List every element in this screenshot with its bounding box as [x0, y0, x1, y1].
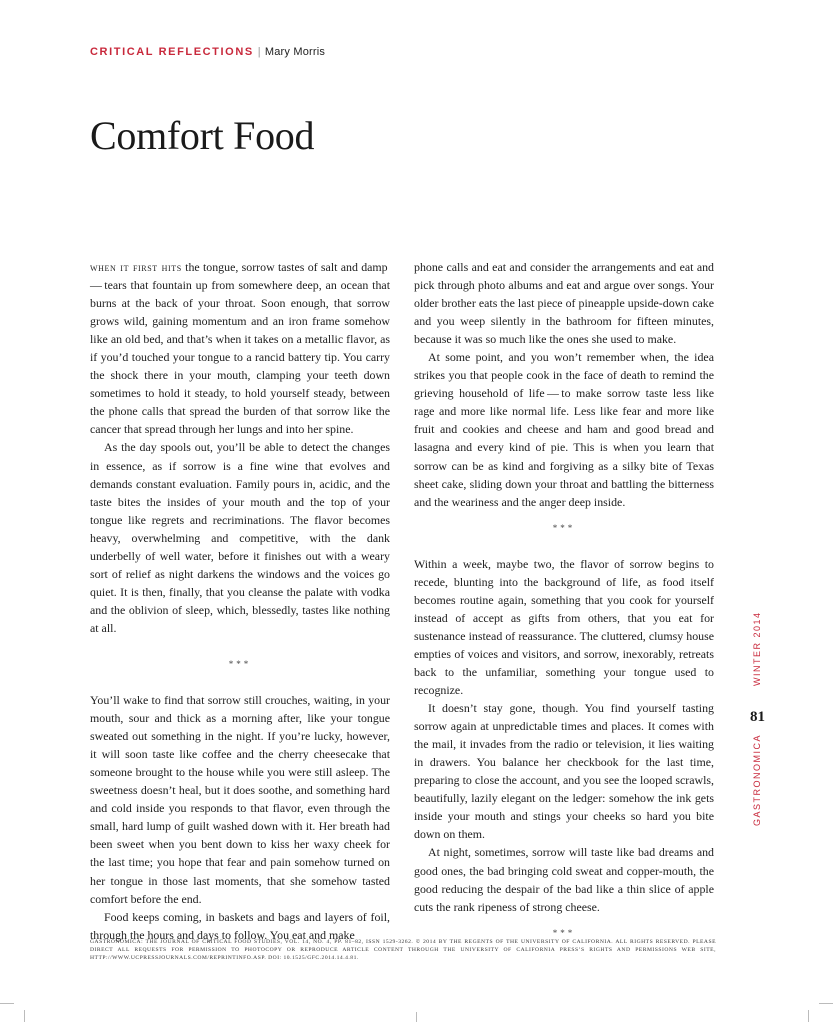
section-divider: *** — [552, 522, 576, 533]
column-right — [414, 258, 714, 942]
journal-side-tab — [752, 611, 776, 826]
section-divider: *** — [228, 658, 252, 669]
column-left — [90, 258, 390, 944]
lead-in: when it first hits — [90, 260, 182, 274]
page-number: 81 — [750, 709, 765, 725]
paragraph: As the day spools out, you’ll be able to detect the changes in essence, as if sorrow is a fine wine that evolves and demands constant evaluation. Family pours in, acidic, and the taste bites the insides of your mouth and the top of your tongue like regrets and recriminations. The flavor becomes heavy, overwhelming and competitive, with the dank underbelly of well water, before it finishes out with a weary sort of relief as night darkens the windows and the voices go quiet. It is then, finally, that you cleanse the palate with vodka and the oblivion of sleep, which, blessedly, tastes like nothing at all. — [90, 440, 390, 635]
section-label: CRITICAL REFLECTIONS — [90, 46, 254, 58]
running-head-separator: | — [257, 46, 261, 58]
copyright-footer: GASTRONOMICA: THE JOURNAL OF CRITICAL FOOD STUDIES, VOL. 14, NO. 4, PP. 81–82, ISSN 1529-3262. © 2014 BY THE REGENTS OF THE UNIVERSITY OF CALIFORNIA. ALL RIGHTS RESERVED. PLEASE DIRECT ALL REQUESTS FOR PERMISSION TO PHOTOCOPY OR REPRODUCE ARTICLE CONTENT THROUGH THE UNIVERSITY OF CALIFORNIA PRESS’S RIGHTS AND PERMISSIONS WEB SITE, HTTP://WWW.UCPRESSJOURNALS.COM/REPRINTINFO.ASP. DOI: 10.1525/GFC.2014.14.4.81. — [90, 939, 716, 961]
paragraph: Food keeps coming, in baskets and bags and layers of foil, through the hours and days to follow. You eat and make — [90, 909, 390, 942]
paragraph: Within a week, maybe two, the flavor of sorrow begins to recede, blunting into the background of life, as food itself becomes routine again, something that you cook for yourself instead of accept as gifts from others, that you eat for sustenance instead of reassurance. The cluttered, clumsy house empties of voices and visitors, and sorrow, inexorably, retreats back to the unfamiliar, something your tongue used to recognize. — [414, 556, 714, 698]
article-title: Comfort Food — [90, 113, 315, 158]
running-head — [90, 46, 325, 58]
paragraph: You’ll wake to find that sorrow still crouches, waiting, in your mouth, sour and thick as a morning after, like your tongue sweated out something in the night. If you’re lucky, however, it will soon taste like coffee and the cherry cheesecake that someone brought to the house while you were still asleep. The sweetness doesn’t heal, but it does soothe, and something hard and cold inside you responds to that flavor, even through the small, hard lump of guilt washed down with it. Her breath had been sweet when you bent down to kiss her waxy cheek for the last time; you hope that fear and pain somehow turned on her tongue in those last moments, that she somehow tasted comfort before the end. — [90, 693, 390, 906]
crop-mark — [0, 1003, 14, 1004]
paragraph: At night, sometimes, sorrow will taste like bad dreams and good ones, the bad bringing cold sweat and copper-mouth, the good reducing the despair of the bad like a thin slice of apple cuts the rank ripeness of strong cheese. — [414, 845, 714, 914]
author-name: Mary Morris — [264, 46, 326, 58]
paragraph: phone calls and eat and consider the arrangements and eat and pick through photo albums and eat and argue over songs. Your older brother eats the last piece of pineapple upside-down cake and you weep silently in the bathroom for fifteen minutes, because it was so much like the ones she used to make. — [414, 260, 714, 347]
crop-mark — [808, 1010, 809, 1022]
crop-mark — [24, 1010, 25, 1022]
paragraph: At some point, and you won’t remember when, the idea strikes you that people cook in the face of death to remind the grieving household of life — to make sorrow taste less like rage and more like normal life. Less like fear and more like fruit and cookies and cheese and ham and good bread and lasagna and every kind of pie. This is when you learn that sorrow can be as kind and forgiving as a silky bite of Texas sheet cake, sliding down your throat and battling the bitterness and the weariness and the anger deep inside. — [414, 350, 714, 509]
crop-mark — [819, 1003, 833, 1004]
journal-name: GASTRONOMICA — [752, 733, 762, 826]
section-divider: *** — [552, 927, 576, 938]
crop-mark — [416, 1012, 417, 1022]
paragraph-text: the tongue, sorrow tastes of salt and damp — tears that fountain up from somewhere deep, an ocean that burns at the back of your throat. Soon enough, that sorrow grows wild, gaining momentum and an iron frame somehow like an old bed, and that’s when it takes on a metallic flavor, as if you’d touched your tongue to a rancid battery tip. You carry the shock there in your mouth, clamping your teeth down sometimes to hold it steady, to hold yourself steady, between the phone calls that spread the burden of that sorrow like the cancer that spread through her lungs and into her spine. — [90, 260, 391, 437]
issue-season: WINTER 2014 — [752, 611, 762, 686]
paragraph — [90, 258, 390, 438]
paragraph: It doesn’t stay gone, though. You find yourself tasting sorrow again at unpredictable times and places. It comes with the mail, it invades from the radio or television, it lies waiting in drawers. You balance her checkbook for the last time, preparing to close the account, and you see the looped scrawls, beautifully, lazily elegant on the ledger: somehow the ink gets inside your mouth and stings your cheeks so hard you bite down on them. — [414, 701, 714, 842]
